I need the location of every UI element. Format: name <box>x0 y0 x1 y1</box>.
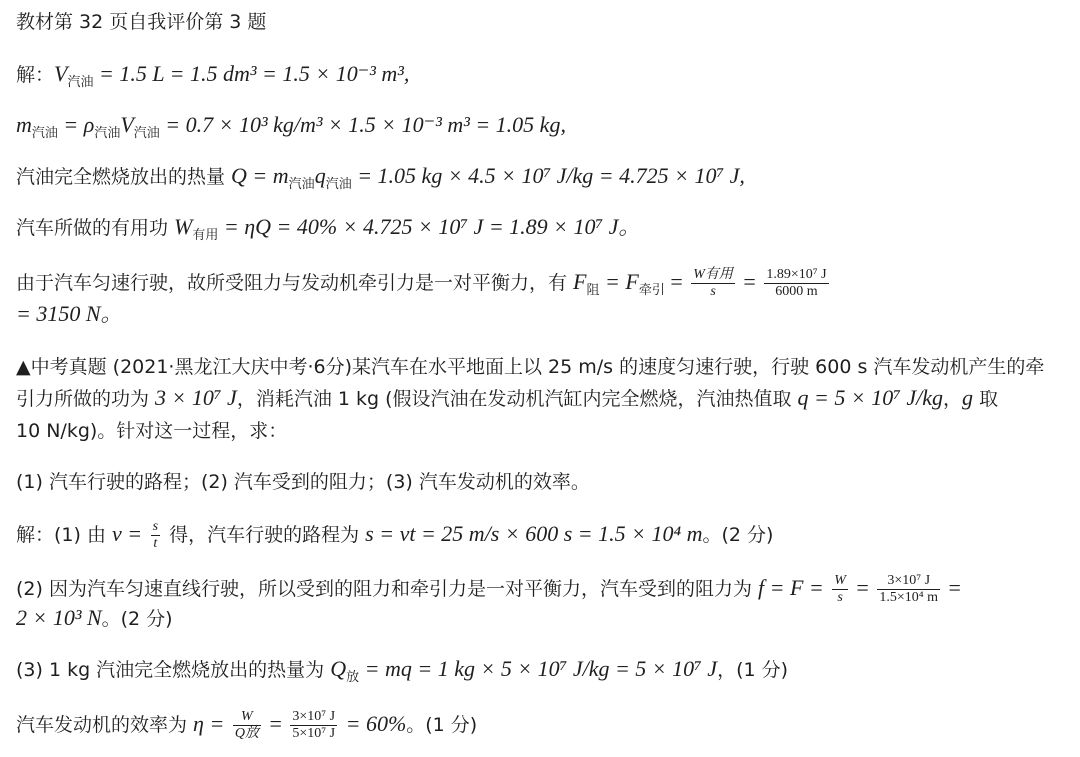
solution-prefix: 解： <box>16 64 55 86</box>
answer-text: (2) 因为汽车匀速直线行驶，所以受到的阻力和牵引力是一对平衡力，汽车受到的阻力为 <box>16 578 758 600</box>
sub-release: 放 <box>346 669 360 685</box>
fraction-denominator: 1.5×10⁴ m <box>879 590 939 605</box>
solution-line-force <box>16 267 832 304</box>
fraction-w-over-q <box>233 709 261 742</box>
math-efficiency-result: = 60% <box>340 711 407 736</box>
fraction-denominator: t <box>153 536 158 551</box>
sub-gasoline: 汽油 <box>133 125 160 141</box>
fraction-denominator: s <box>710 284 716 299</box>
exam-question-line-2 <box>16 385 998 412</box>
answer-score: 。(2 分) <box>101 608 173 630</box>
fraction-numerator: 3×10⁷ J <box>292 709 336 724</box>
fraction-denominator: s <box>837 590 843 605</box>
math-w: W <box>174 214 193 239</box>
answer-text: 得，汽车行驶的路程为 <box>163 524 366 546</box>
math-force-result: = 3150 N。 <box>16 301 123 326</box>
math-eq: = F <box>599 269 639 294</box>
sub-gasoline: 汽油 <box>94 125 121 141</box>
sub-gasoline: 汽油 <box>31 125 58 141</box>
answer-score: 。(2 分) <box>702 524 774 546</box>
sub-resistance: 阻 <box>586 282 600 298</box>
answer-2-result <box>16 605 173 632</box>
math-eta: η = <box>193 711 230 736</box>
page-title <box>16 9 266 35</box>
sub-traction: 牵引 <box>638 282 665 298</box>
exam-text: ， <box>943 388 963 410</box>
exam-text: 引力所做的功为 <box>16 388 156 410</box>
sub-gasoline: 汽油 <box>67 74 94 90</box>
solution-line-heat <box>16 163 745 198</box>
fraction-s-over-t <box>151 519 160 552</box>
sub-questions <box>16 469 590 495</box>
math-heat-eq: = mq = 1 kg × 5 × 10⁷ J/kg = 5 × 10⁷ J <box>359 656 718 681</box>
title-text: 教材第 32 页自我评价第 3 题 <box>16 11 267 33</box>
answer-text: 汽车发动机的效率为 <box>16 714 194 736</box>
answer-score: ，(1 分) <box>717 659 789 681</box>
sub-gasoline: 汽油 <box>288 176 315 192</box>
math-g: g <box>962 385 974 410</box>
sub-useful: 有用 <box>192 227 219 243</box>
math-eq: = <box>943 575 961 600</box>
sub-questions-text: (1) 汽车行驶的路程；(2) 汽车受到的阻力；(3) 汽车发动机的效率。 <box>16 471 590 493</box>
answer-2 <box>16 573 961 606</box>
fraction-values <box>877 573 940 606</box>
math-mass-eq: = 0.7 × 10³ kg/m³ × 1.5 × 10⁻³ m³ = 1.05 kg, <box>159 112 566 137</box>
fraction-values <box>290 709 337 742</box>
exam-text: 10 N/kg)。针对这一过程，求： <box>16 420 288 442</box>
fraction-w-over-s <box>832 573 848 606</box>
fraction-w-over-s <box>691 267 735 300</box>
answer-score: 。(1 分) <box>406 714 478 736</box>
answer-1 <box>16 519 773 552</box>
math-resistance-result: 2 × 10³ N <box>16 605 102 630</box>
force-text: 由于汽车匀速行驶，故所受阻力与发动机牵引力是一对平衡力，有 <box>16 272 574 294</box>
fraction-numerator: 1.89×10⁷ J <box>766 267 827 282</box>
sub-gasoline: 汽油 <box>325 176 352 192</box>
math-v: v = <box>112 521 148 546</box>
math-rho: = ρ <box>57 112 95 137</box>
solution-line-work <box>16 214 640 249</box>
heat-text: 汽油完全燃烧放出的热量 <box>16 166 232 188</box>
answer-3 <box>16 656 788 691</box>
fraction-denominator: Q放 <box>234 726 259 741</box>
solution-line-volume <box>16 61 409 96</box>
fraction-denominator: 5×10⁷ J <box>292 726 336 741</box>
math-work-eq: = ηQ = 40% × 4.725 × 10⁷ J = 1.89 × 10⁷ J。 <box>218 214 641 239</box>
math-m: m <box>16 112 32 137</box>
work-text: 汽车所做的有用功 <box>16 217 175 239</box>
math-q2: q <box>314 163 326 188</box>
math-v: V <box>54 61 68 86</box>
fraction-denominator: 6000 m <box>775 284 818 299</box>
math-heat-value: q = 5 × 10⁷ J/kg <box>797 385 944 410</box>
exam-text: 取 <box>973 388 999 410</box>
fraction-numerator: 3×10⁷ J <box>877 573 940 590</box>
exam-question-text: ▲中考真题 (2021·黑龙江大庆中考·6分)某汽车在水平地面上以 25 m/s 的速度匀速行驶，行驶 600 s 汽车发动机产生的牵 <box>16 356 1045 378</box>
fraction-numerator: s <box>152 519 159 534</box>
answer-text: 解：(1) 由 <box>16 524 112 546</box>
math-eq: = <box>263 711 288 736</box>
fraction-numerator: W有用 <box>693 267 733 282</box>
math-volume-eq: = 1.5 L = 1.5 dm³ = 1.5 × 10⁻³ m³, <box>93 61 410 86</box>
fraction-values <box>764 267 828 300</box>
exam-text: ，消耗汽油 1 kg (假设汽油在发动机汽缸内完全燃烧，汽油热值取 <box>236 388 798 410</box>
math-distance-eq: s = vt = 25 m/s × 600 s = 1.5 × 10⁴ m <box>365 521 703 546</box>
math-heat-eq: = 1.05 kg × 4.5 × 10⁷ J/kg = 4.725 × 10⁷ J, <box>351 163 745 188</box>
answer-4 <box>16 709 477 742</box>
math-eq: = <box>664 269 689 294</box>
exam-question-line-3 <box>16 418 287 444</box>
math-v: V <box>120 112 134 137</box>
fraction-numerator: W <box>834 573 846 588</box>
math-q: Q = m <box>231 163 289 188</box>
fraction-numerator: W <box>233 709 261 726</box>
math-f: F <box>573 269 587 294</box>
math-eq: = <box>850 575 875 600</box>
answer-text: (3) 1 kg 汽油完全燃烧放出的热量为 <box>16 659 331 681</box>
exam-question-line-1 <box>16 354 1044 380</box>
math-eq: = <box>737 269 762 294</box>
math-q: Q <box>330 656 347 681</box>
solution-line-force-result <box>16 301 123 328</box>
math-f-eq: f = F = <box>758 575 830 600</box>
math-work-value: 3 × 10⁷ J <box>155 385 237 410</box>
solution-line-mass <box>16 112 566 147</box>
